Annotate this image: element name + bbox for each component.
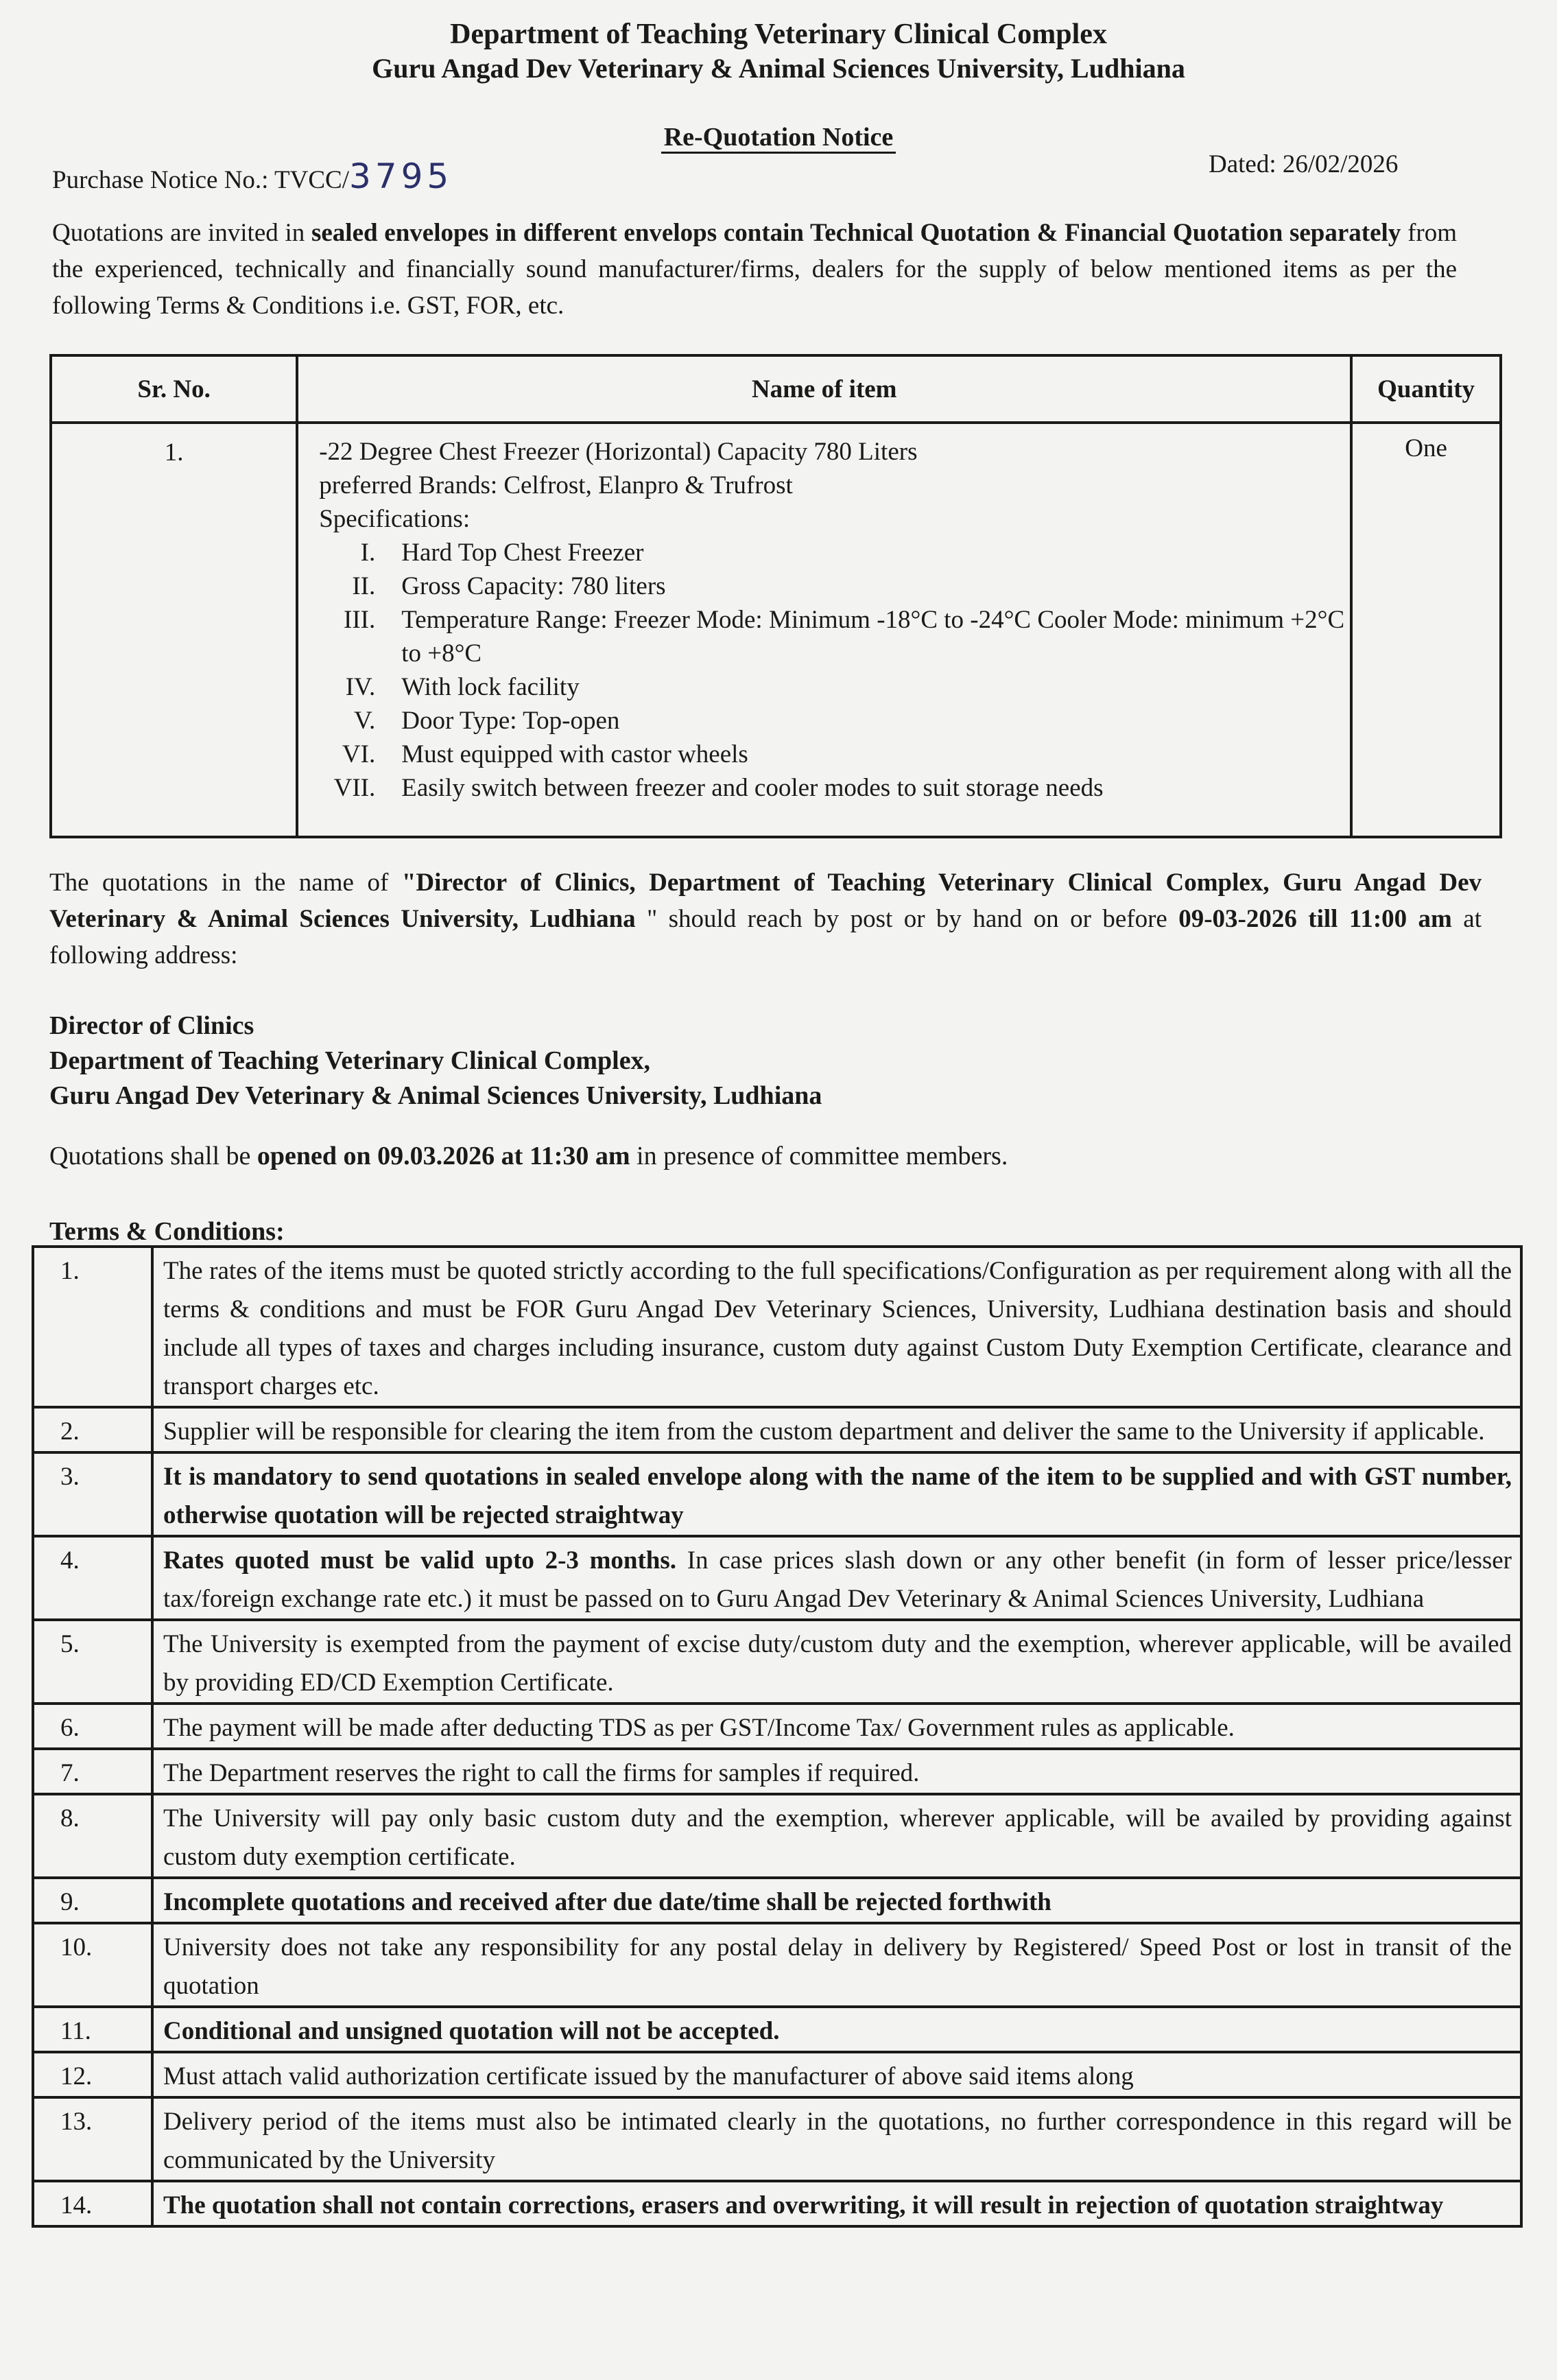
spec-number: VI. <box>342 740 376 768</box>
term-number: 3. <box>33 1452 152 1536</box>
spec-number: I. <box>360 539 376 567</box>
item-description <box>297 423 1351 837</box>
submission-paragraph <box>49 864 1482 974</box>
table-row <box>51 423 1501 837</box>
term-number: 12. <box>33 2052 152 2097</box>
spec-item <box>319 569 1350 603</box>
term-number: 6. <box>33 1704 152 1749</box>
submission-text-2: " should reach by post or by hand on or before <box>635 905 1179 933</box>
table-row <box>33 2181 1521 2226</box>
table-row <box>33 1704 1521 1749</box>
table-row <box>33 1407 1521 1452</box>
term-number: 7. <box>33 1749 152 1794</box>
items-table <box>49 354 1502 838</box>
item-sr-no: 1. <box>51 423 297 837</box>
term-text: Incomplete quotations and received after due date/time shall be rejected forthwith <box>152 1878 1521 1923</box>
table-row <box>33 1794 1521 1878</box>
notice-date: Dated: 26/02/2026 <box>1209 150 1399 178</box>
spec-text: Gross Capacity: 780 liters <box>401 572 666 600</box>
intro-text-bold: sealed envelopes in different envelops contain Technical Quotation & Financial Quotation separately <box>311 219 1401 247</box>
term-text <box>152 1536 1521 1620</box>
address-line-3: Guru Angad Dev Veterinary & Animal Sciences University, Ludhiana <box>49 1081 822 1110</box>
term-text: The University is exempted from the payment of excise duty/custom duty and the exemption, wherever applicable, will be availed by providing ED/CD Exemption Certificate. <box>152 1620 1521 1704</box>
header-quantity: Quantity <box>1351 355 1501 423</box>
term-number: 13. <box>33 2097 152 2181</box>
spec-text: Hard Top Chest Freezer <box>401 539 644 567</box>
term-text: University does not take any responsibility for any postal delay in delivery by Registered/ Speed Post or lost in transit of the quotation <box>152 1923 1521 2007</box>
spec-item <box>319 704 1350 738</box>
intro-paragraph <box>52 215 1457 324</box>
address-line-2: Department of Teaching Veterinary Clinical Complex, <box>49 1046 651 1075</box>
table-row <box>33 2052 1521 2097</box>
item-name: -22 Degree Chest Freezer (Horizontal) Capacity 780 Liters <box>319 438 918 466</box>
purchase-notice-label: Purchase Notice No.: TVCC/ <box>52 166 349 194</box>
term-text: The rates of the items must be quoted strictly according to the full specifications/Configuration as per requirement along with all the terms & conditions and must be FOR Guru Angad Dev Veterinary Sciences, University, Ludhiana destination basis and should include all types of taxes and charges including insurance, custom duty against Custom Duty Exemption Certificate, clearance and transport charges etc. <box>152 1247 1521 1407</box>
term-text: The Department reserves the right to call the firms for samples if required. <box>152 1749 1521 1794</box>
table-row <box>33 2097 1521 2181</box>
item-brands: preferred Brands: Celfrost, Elanpro & Trufrost <box>319 471 793 499</box>
spec-item <box>319 536 1350 569</box>
opening-text-1: Quotations shall be <box>49 1142 257 1170</box>
spec-number: III. <box>344 606 376 634</box>
term-text: The University will pay only basic custom duty and the exemption, wherever applicable, will be availed by providing against custom duty exemption certificate. <box>152 1794 1521 1878</box>
spec-item <box>319 738 1350 771</box>
term-number: 1. <box>33 1247 152 1407</box>
header-sr-no: Sr. No. <box>51 355 297 423</box>
term-number: 10. <box>33 1923 152 2007</box>
term-number: 5. <box>33 1620 152 1704</box>
term-text: Must attach valid authorization certificate issued by the manufacturer of above said items along <box>152 2052 1521 2097</box>
table-row <box>33 1749 1521 1794</box>
terms-title: Terms & Conditions: <box>49 1217 285 1246</box>
spec-text: Door Type: Top-open <box>401 707 620 735</box>
spec-text: Easily switch between freezer and cooler modes to suit storage needs <box>401 774 1104 802</box>
opening-date: opened on 09.03.2026 at 11:30 am <box>257 1142 630 1170</box>
specifications-label: Specifications: <box>319 505 471 533</box>
spec-item <box>319 603 1350 670</box>
table-row <box>33 2007 1521 2052</box>
address-line-1: Director of Clinics <box>49 1011 254 1040</box>
term-number: 14. <box>33 2181 152 2226</box>
term-text: Delivery period of the items must also be intimated clearly in the quotations, no further correspondence in this regard will be communicated by the University <box>152 2097 1521 2181</box>
intro-text-1: Quotations are invited in <box>52 219 311 247</box>
notice-title-text: Re-Quotation Notice <box>661 123 896 154</box>
spec-text: With lock facility <box>401 673 580 701</box>
handwritten-notice-number: 3795 <box>348 156 453 196</box>
term-text: Conditional and unsigned quotation will not be accepted. <box>152 2007 1521 2052</box>
items-table-header <box>51 355 1501 423</box>
table-row <box>33 1878 1521 1923</box>
postal-address <box>49 1009 822 1114</box>
table-row <box>33 1620 1521 1704</box>
spec-number: V. <box>354 707 376 735</box>
terms-table <box>32 1245 1523 2228</box>
spec-text: Temperature Range: Freezer Mode: Minimum -18°C to -24°C Cooler Mode: minimum +2°C to +8°C <box>401 606 1345 668</box>
term-text-rest: In case prices slash down or any other benefit (in form of lesser price/lesser tax/foreign exchange rate etc.) it must be passed on to Guru Angad Dev Veterinary & Animal Sciences University, Ludhiana <box>163 1546 1512 1613</box>
submission-deadline: 09-03-2026 till 11:00 am <box>1178 905 1452 933</box>
table-row <box>33 1536 1521 1620</box>
spec-number: VII. <box>333 774 376 802</box>
term-number: 4. <box>33 1536 152 1620</box>
table-row <box>33 1247 1521 1407</box>
term-text: Supplier will be responsible for clearing the item from the custom department and deliver the same to the University if applicable. <box>152 1407 1521 1452</box>
term-text: The quotation shall not contain corrections, erasers and overwriting, it will result in rejection of quotation straightway <box>152 2181 1521 2226</box>
opening-statement <box>49 1141 1008 1171</box>
table-row <box>33 1452 1521 1536</box>
spec-number: II. <box>352 572 376 600</box>
table-row <box>33 1923 1521 2007</box>
term-number: 9. <box>33 1878 152 1923</box>
term-text: It is mandatory to send quotations in sealed envelope along with the name of the item to be supplied and with GST number, otherwise quotation will be rejected straightway <box>152 1452 1521 1536</box>
notice-title <box>0 122 1557 152</box>
spec-item <box>319 771 1350 805</box>
department-title: Department of Teaching Veterinary Clinical Complex <box>450 19 1107 50</box>
submission-addressee: "Director of Clinics, Department of Teaching Veterinary Clinical Complex, Guru Angad Dev Veterinary & Animal Sciences University, Ludhiana <box>49 869 1482 933</box>
item-quantity: One <box>1351 423 1501 837</box>
term-text-bold: Rates quoted must be valid upto 2-3 months. <box>163 1546 677 1575</box>
spec-text: Must equipped with castor wheels <box>401 740 748 768</box>
intro-text-2: from the experienced, technically and financially sound manufacturer/firms, dealers for the supply of below mentioned items as per the following Terms & Conditions i.e. GST, FOR, etc. <box>52 219 1457 320</box>
submission-text-1: The quotations in the name of <box>49 869 402 897</box>
term-number: 11. <box>33 2007 152 2052</box>
spec-item <box>319 670 1350 704</box>
spec-number: IV. <box>345 673 376 701</box>
term-number: 2. <box>33 1407 152 1452</box>
term-number: 8. <box>33 1794 152 1878</box>
purchase-notice-number <box>52 156 453 196</box>
submission-text-3: at following address: <box>49 905 1482 969</box>
opening-text-2: in presence of committee members. <box>630 1142 1008 1170</box>
term-text: The payment will be made after deducting TDS as per GST/Income Tax/ Government rules as applicable. <box>152 1704 1521 1749</box>
header-item-name: Name of item <box>297 355 1351 423</box>
university-title: Guru Angad Dev Veterinary & Animal Sciences University, Ludhiana <box>372 53 1185 84</box>
